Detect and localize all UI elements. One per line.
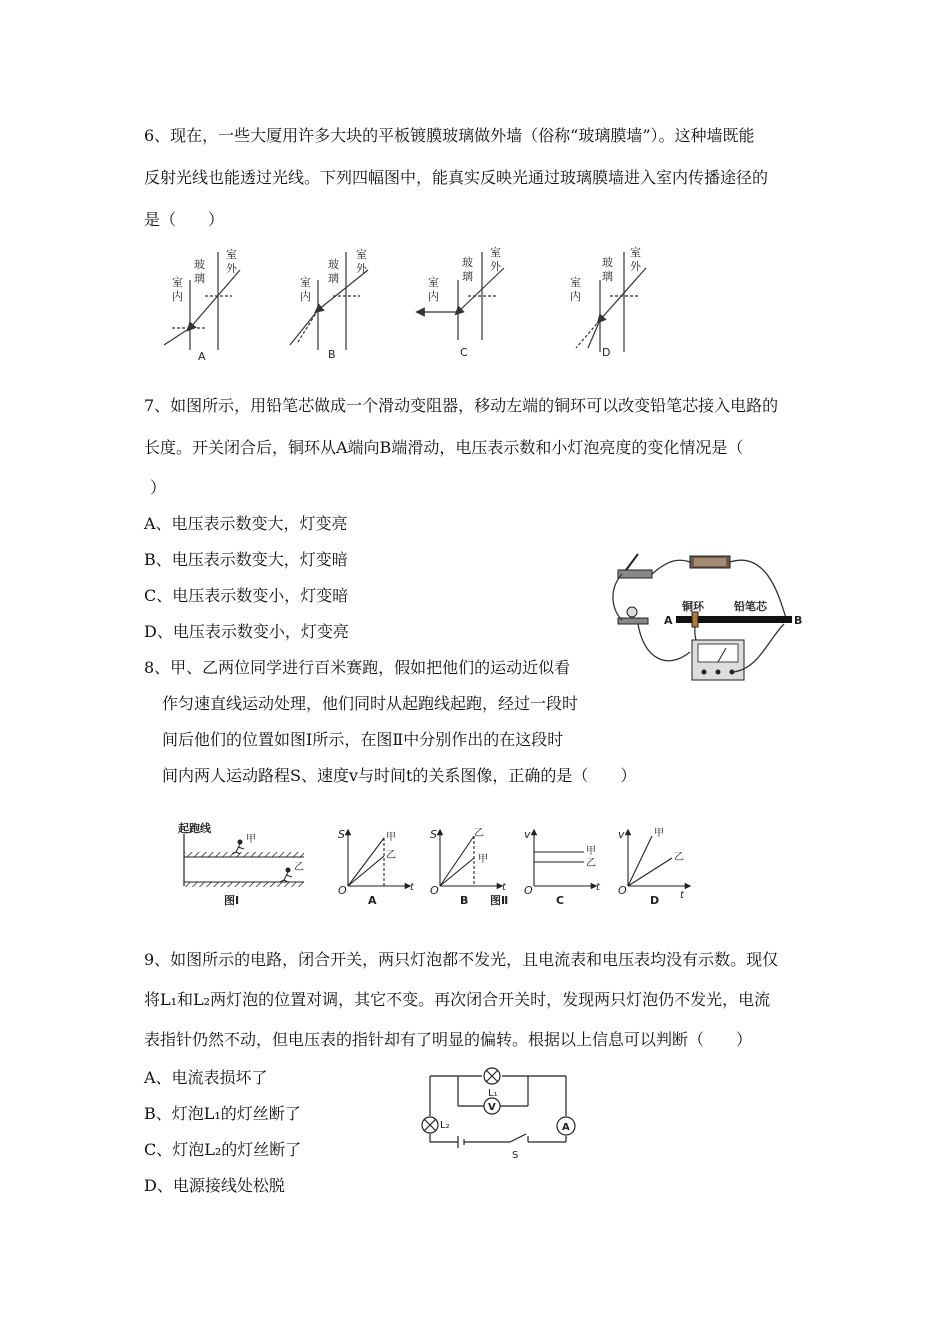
q6-a-indoor-2: 内 (172, 290, 183, 303)
q8-b-t: t (502, 882, 506, 893)
q6-label-d: D (602, 346, 611, 359)
q8-a-s: S (338, 828, 345, 841)
q8-a-o: O (338, 884, 347, 897)
q7-line-3: ） (150, 478, 167, 497)
q8-a-yi: 乙 (386, 850, 396, 861)
q8-b-s: S (430, 828, 437, 841)
q8-fig2-caption: 图Ⅱ (490, 894, 509, 907)
q6-label-b: B (328, 348, 336, 361)
q6-d-indoor-2: 内 (570, 290, 581, 303)
q6-c-glass-2: 璃 (462, 270, 473, 283)
q8-figure (172, 822, 692, 918)
q6-a-outdoor-1: 室 (226, 248, 237, 261)
q6-c-indoor-1: 室 (428, 276, 439, 289)
q9-option-d: D、电源接线处松脱 (144, 1176, 285, 1195)
q9-circuit-diagram (418, 1064, 588, 1162)
q9-line-1: 9、如图所示的电路，闭合开关，两只灯泡都不发光，且电流表和电压表均没有示数。现仅 (144, 950, 779, 969)
q8-b-yi: 乙 (474, 828, 484, 839)
q6-d-indoor-1: 室 (570, 276, 581, 289)
q8-graph-a (348, 832, 408, 886)
q7-option-c: C、电压表示数变小，灯变暗 (144, 586, 349, 605)
q9-line-3: 表指针仍然不动，但电压表的指针却有了明显的偏转。根据以上信息可以判断（ ） (144, 1030, 753, 1049)
q8-track (184, 834, 304, 887)
q8-c-v: v (524, 828, 531, 841)
q9-l2-label: L₂ (440, 1120, 450, 1131)
q8-d-jia: 甲 (654, 828, 664, 839)
q6-d-glass-1: 玻 (602, 256, 613, 269)
q9-switch-label: S (512, 1150, 519, 1161)
q8-c-yi: 乙 (586, 858, 596, 869)
q7-circuit-photo (608, 540, 808, 688)
q6-c-outdoor-2: 外 (490, 260, 501, 273)
q6-label-c: C (460, 346, 468, 359)
q8-b-jia: 甲 (478, 854, 488, 865)
q6-a-indoor-1: 室 (172, 276, 183, 289)
q6-d-outdoor-2: 外 (630, 260, 641, 273)
q6-line-1: 6、现在，一些大厦用许多大块的平板镀膜玻璃做外墙（俗称“玻璃膜墙”）。这种墙既能 (144, 126, 755, 145)
q6-line-2: 反射光线也能透过光线。下列四幅图中，能真实反映光通过玻璃膜墙进入室内传播途径的 (144, 168, 769, 187)
q6-b-glass-1: 玻 (328, 258, 339, 271)
q9-l1-label: L₁ (488, 1088, 498, 1099)
q6-d-outdoor-1: 室 (630, 246, 641, 259)
q7-label-ring: 铜环 (682, 600, 704, 613)
q6-b-glass-2: 璃 (328, 272, 339, 285)
q7-option-b: B、电压表示数变大，灯变暗 (144, 550, 348, 569)
q8-line-4: 间内两人运动路程S、速度v与时间t的关系图像，正确的是（ ） (162, 766, 637, 785)
q6-a-glass-1: 玻 (194, 258, 205, 271)
q8-graph-c (534, 832, 594, 886)
q8-a-jia: 甲 (386, 832, 396, 843)
q9-ammeter-label: A (562, 1122, 570, 1133)
q8-c-jia: 甲 (586, 846, 596, 857)
q9-option-c: C、灯泡L₂的灯丝断了 (144, 1140, 302, 1159)
q6-d-glass-2: 璃 (602, 270, 613, 283)
q8-line-2: 作匀速直线运动处理，他们同时从起跑线起跑，经过一段时 (162, 694, 579, 713)
q7-label-core: 铅笔芯 (734, 600, 767, 613)
q8-d-o: O (618, 884, 627, 897)
q6-c-indoor-2: 内 (428, 290, 439, 303)
q8-graph-b (440, 832, 500, 886)
q7-option-a: A、电压表示数变大，灯变亮 (144, 514, 348, 533)
q8-b-o: O (430, 884, 439, 897)
q6-b-indoor-2: 内 (300, 290, 311, 303)
q8-line-1: 8、甲、乙两位同学进行百米赛跑，假如把他们的运动近似看 (144, 658, 571, 677)
q8-fig1-jia: 甲 (246, 834, 256, 845)
q6-b-indoor-1: 室 (300, 276, 311, 289)
q9-option-a: A、电流表损坏了 (144, 1068, 268, 1087)
q6-b-outdoor-1: 室 (356, 248, 367, 261)
q6-line-3: 是（ ） (144, 210, 225, 229)
q8-line-3: 间后他们的位置如图Ⅰ所示，在图Ⅱ中分别作出的在这段时 (162, 730, 564, 749)
q8-graph-label-a: A (368, 894, 377, 907)
q6-figure (150, 240, 670, 370)
q8-c-o: O (524, 884, 533, 897)
q7-label-b: B (794, 614, 803, 627)
q6-c-outdoor-1: 室 (490, 246, 501, 259)
q8-c-t: t (596, 882, 600, 893)
q8-fig1-caption: 图Ⅰ (224, 894, 240, 907)
q7-line-1: 7、如图所示，用铅笔芯做成一个滑动变阻器，移动左端的铜环可以改变铅笔芯接入电路的 (144, 396, 779, 415)
q9-option-b: B、灯泡L₁的灯丝断了 (144, 1104, 301, 1123)
q8-a-t: t (410, 882, 414, 893)
q8-d-t: t (680, 890, 684, 901)
q9-voltmeter-label: V (488, 1102, 496, 1113)
q6-c-glass-1: 玻 (462, 256, 473, 269)
q8-d-v: v (618, 828, 625, 841)
q8-graph-label-c: C (556, 894, 565, 907)
q6-label-a: A (198, 350, 206, 363)
q7-line-2: 长度。开关闭合后，铜环从A端向B端滑动，电压表示数和小灯泡亮度的变化情况是（ (144, 438, 744, 457)
q8-graph-label-b: B (460, 894, 469, 907)
q6-a-outdoor-2: 外 (226, 262, 237, 275)
q7-label-a: A (664, 614, 673, 627)
q8-d-yi: 乙 (674, 852, 684, 863)
q6-a-glass-2: 璃 (194, 272, 205, 285)
q6-b-outdoor-2: 外 (356, 262, 367, 275)
q9-line-2: 将L₁和L₂两灯泡的位置对调，其它不变。再次闭合开关时，发现两只灯泡仍不发光，电流 (144, 990, 771, 1009)
q8-fig1-yi: 乙 (294, 862, 304, 873)
q8-start-line-label: 起跑线 (178, 822, 211, 835)
q7-option-d: D、电压表示数变小，灯变亮 (144, 622, 349, 641)
q8-graph-label-d: D (650, 894, 660, 907)
